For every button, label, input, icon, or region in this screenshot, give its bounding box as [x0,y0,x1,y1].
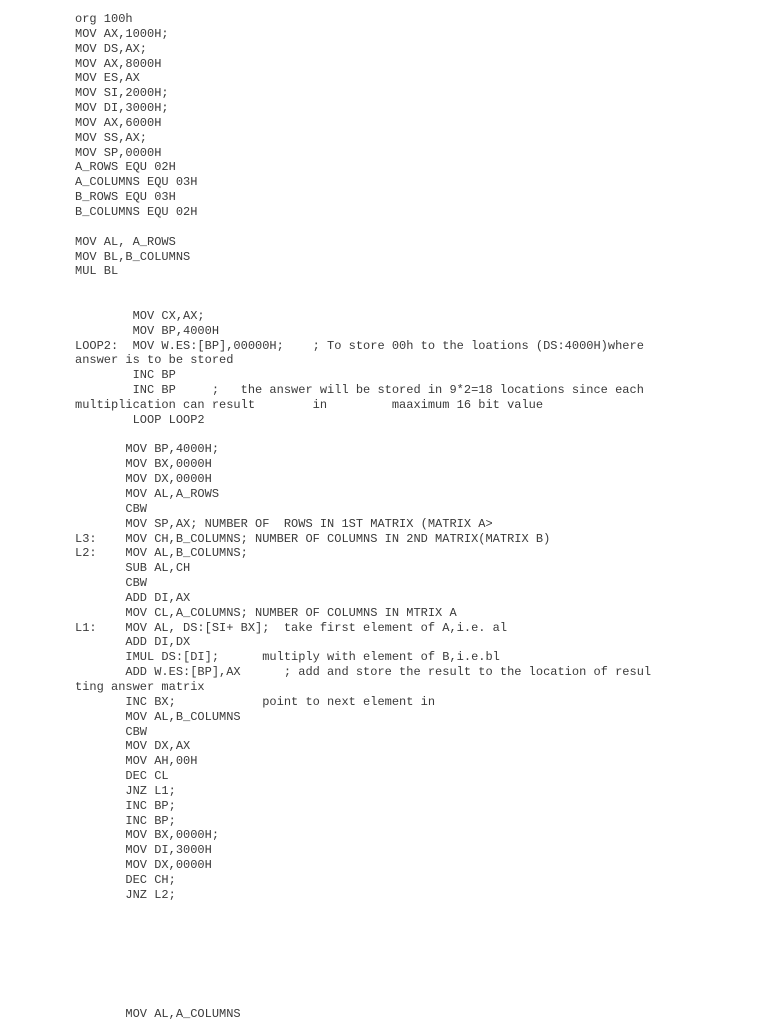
code-line: MOV DS,AX; [75,41,148,56]
code-line: CBW [75,724,148,739]
code-line: DEC CL [75,769,169,784]
code-line: ADD DI,DX [75,635,191,650]
code-line: INC BP [75,368,176,383]
code-line: L1: MOV AL, DS:[SI+ BX]; take first element of A,i.e. al [75,620,508,635]
code-line [75,294,765,309]
code-line: MOV DX,0000H [75,858,212,873]
code-line [75,977,765,992]
code-line: L2: MOV AL,B_COLUMNS; [75,546,248,561]
code-line: MOV AL,B_COLUMNS [75,709,241,724]
code-line: SUB AL,CH [75,561,191,576]
code-line [75,992,765,1007]
code-line: INC BP ; the answer will be stored in 9*2=18 locations since each [75,383,644,398]
code-line: MOV CL,A_COLUMNS; NUMBER OF COLUMNS IN MTRIX A [75,605,457,620]
code-line: INC BX; point to next element in [75,694,436,709]
code-line: MOV BX,0000H [75,457,212,472]
code-line: MOV SP,AX; NUMBER OF ROWS IN 1ST MATRIX (MATRIX A> [75,516,493,531]
code-line: MOV SI,2000H; [75,86,169,101]
code-line: MOV AX,6000H [75,115,162,130]
code-line: INC BP; [75,798,176,813]
code-line: CBW [75,501,148,516]
code-line: IMUL DS:[DI]; multiply with element of B,i.e.bl [75,650,500,665]
code-line [75,279,765,294]
code-line: org 100h [75,12,133,26]
code-line: MUL BL [75,264,119,279]
code-line: DEC CH; [75,872,176,887]
code-line: MOV DI,3000H [75,843,212,858]
code-line: MOV ES,AX [75,71,140,86]
code-line: A_ROWS EQU 02H [75,160,176,175]
code-line: CBW [75,576,148,591]
code-line: INC BP; [75,813,176,828]
code-line: MOV DX,0000H [75,472,212,487]
code-line [75,220,765,235]
code-line: B_ROWS EQU 03H [75,190,176,205]
code-line: JNZ L2; [75,887,176,902]
code-line: MOV BP,4000H; [75,442,220,457]
code-line: JNZ L1; [75,783,176,798]
code-line [75,428,765,443]
code-line: LOOP LOOP2 [75,412,205,427]
code-line: MOV AL,A_ROWS [75,487,220,501]
code-line: L3: MOV CH,B_COLUMNS; NUMBER OF COLUMNS IN 2ND MATRIX(MATRIX B) [75,531,551,546]
code-line: MOV SP,0000H [75,145,162,160]
code-line: MOV CX,AX; [75,308,205,323]
code-line: MOV AL, A_ROWS [75,234,176,249]
code-line: B_COLUMNS EQU 02H [75,204,198,219]
code-line: MOV BP,4000H [75,323,220,338]
code-line: multiplication can result in maaximum 16 bit value [75,397,544,412]
code-line: MOV AH,00H [75,754,198,769]
code-line [75,962,765,977]
code-line [75,947,765,962]
code-line: MOV DX,AX [75,739,191,754]
code-line: MOV AX,1000H; [75,26,169,41]
code-line: MOV BL,B_COLUMNS [75,249,191,264]
code-line [75,932,765,947]
code-line: ADD DI,AX [75,590,191,605]
code-line: ting answer matrix [75,679,205,694]
code-line: MOV AX,8000H [75,56,162,71]
code-listing [75,12,765,1021]
code-line [75,903,765,918]
code-line: answer is to be stored [75,353,234,368]
code-line: MOV BX,0000H; [75,828,220,843]
code-line: ADD W.ES:[BP],AX ; add and store the result to the location of resul [75,665,652,680]
code-line: MOV SS,AX; [75,130,148,145]
code-line [75,917,765,932]
code-line: A_COLUMNS EQU 03H [75,175,198,190]
code-line: MOV AL,A_COLUMNS [75,1006,241,1021]
code-line: LOOP2: MOV W.ES:[BP],00000H; ; To store 00h to the loations (DS:4000H)where [75,338,644,353]
code-line: MOV DI,3000H; [75,101,169,116]
